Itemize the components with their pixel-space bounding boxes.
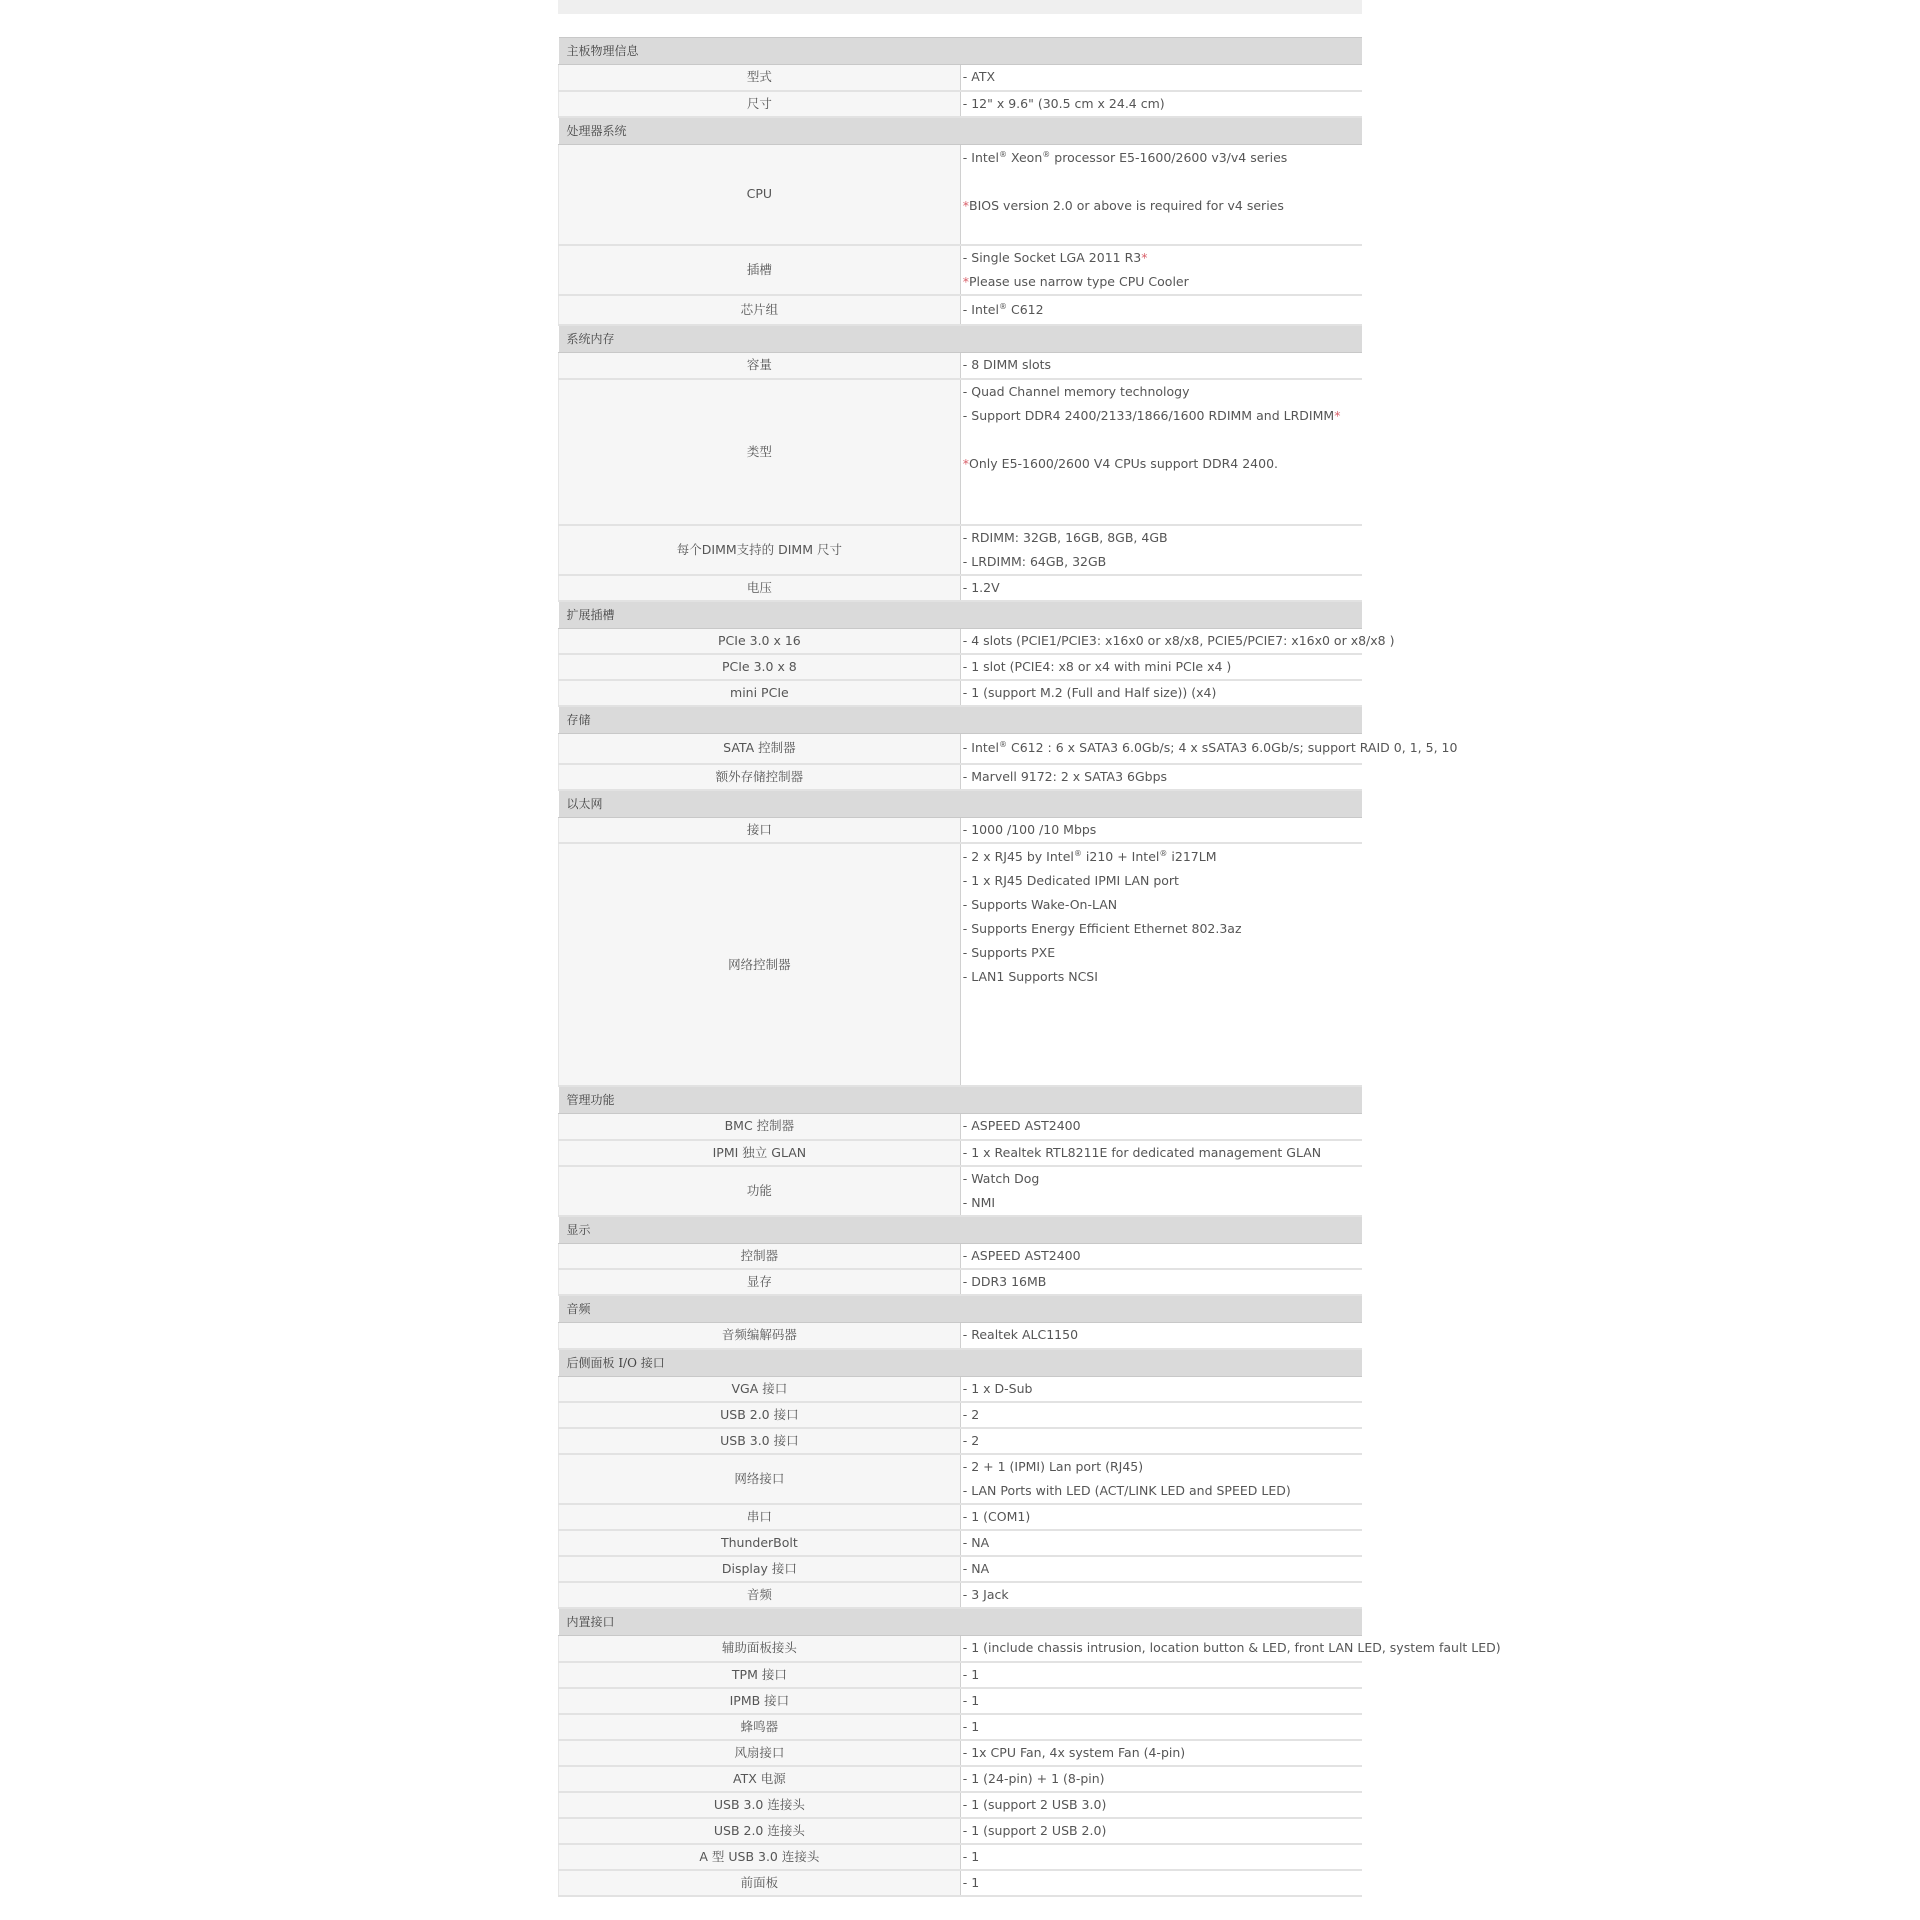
spec-value-line: - DDR3 16MB: [962, 1274, 1047, 1289]
spec-value: [960, 654, 1362, 680]
spec-value: [960, 1582, 1362, 1608]
spec-row: [559, 144, 1363, 245]
section-header: [559, 325, 1363, 353]
spec-value: [960, 1556, 1362, 1582]
spec-row: [559, 1269, 1363, 1295]
spec-value-line: - Realtek ALC1150: [962, 1327, 1079, 1343]
spec-row: [559, 1870, 1363, 1896]
spec-label: 容量: [559, 353, 961, 379]
spec-row: [559, 628, 1363, 654]
spec-value: [960, 734, 1458, 764]
spec-label: mini PCIe: [559, 680, 961, 706]
spec-value: [960, 1714, 1362, 1740]
spec-label: TPM 接口: [559, 1662, 961, 1688]
spec-value-line: - ATX: [962, 69, 996, 85]
spec-value-line: - 1 (support 2 USB 3.0): [962, 1796, 1107, 1812]
spec-value: [960, 525, 1362, 575]
spec-row: [559, 1504, 1363, 1530]
spec-label: 辅助面板接头: [559, 1636, 961, 1662]
spec-value-line: - 1 (include chassis intrusion, location button & LED, front LAN LED, system fault LED): [962, 1640, 1501, 1656]
spec-value-line: [963, 428, 1362, 452]
spec-value-line: - 1 (support 2 USB 2.0): [962, 1822, 1107, 1838]
spec-label: PCIe 3.0 x 16: [559, 628, 961, 654]
spec-value-line: - 1x CPU Fan, 4x system Fan (4-pin): [962, 1744, 1186, 1760]
spec-label: IPMI 独立 GLAN: [559, 1140, 961, 1166]
registered-mark: ®: [998, 150, 1007, 160]
footnote-asterisk: *: [962, 274, 969, 289]
spec-value-line: - Intel® C612: [962, 301, 1044, 317]
spec-label: A 型 USB 3.0 连接头: [559, 1844, 961, 1870]
spec-label: 蜂鸣器: [559, 1714, 961, 1740]
spec-label: ThunderBolt: [559, 1530, 961, 1556]
spec-value-line: - Watch Dog: [962, 1170, 1040, 1186]
spec-value: [960, 295, 1362, 325]
spec-label: 电压: [559, 575, 961, 601]
spec-value-line: - 2 x RJ45 by Intel® i210 + Intel® i217LM: [962, 848, 1217, 864]
spec-value: [960, 1140, 1362, 1166]
section-header: [559, 1608, 1363, 1636]
spec-value: [960, 1688, 1362, 1714]
spec-value: [960, 1818, 1362, 1844]
spec-label: PCIe 3.0 x 8: [559, 654, 961, 680]
spec-value-line: [963, 500, 1362, 524]
spec-value-line: - NMI: [962, 1194, 996, 1210]
spec-value-line: [963, 1061, 1362, 1085]
spec-value-line: - 2 + 1 (IPMI) Lan port (RJ45): [962, 1459, 1144, 1474]
spec-value-line: *BIOS version 2.0 or above is required for v4 series: [962, 198, 1284, 214]
section-title: 扩展插槽: [559, 601, 1363, 629]
spec-value-line: - 1 slot (PCIE4: x8 or x4 with mini PCIe x4 ): [962, 659, 1232, 674]
spec-value-line: [963, 1013, 1362, 1037]
spec-label: 音频编解码器: [559, 1323, 961, 1349]
footnote-asterisk: *: [962, 455, 969, 471]
section-title: 音频: [559, 1295, 1363, 1323]
spec-value: [960, 144, 1362, 245]
spec-row: [559, 1714, 1363, 1740]
spec-value-line: *Only E5-1600/2600 V4 CPUs support DDR4 2400.: [962, 455, 1279, 471]
spec-value: [960, 817, 1362, 843]
section-header: [559, 117, 1363, 145]
section-title: 存储: [559, 706, 1363, 734]
spec-value: [960, 1376, 1362, 1402]
spec-row: [559, 734, 1363, 764]
spec-value-line: - 1: [962, 1874, 980, 1890]
spec-label: 网络控制器: [559, 843, 961, 1086]
spec-value: [960, 680, 1362, 706]
spec-value-line: - 8 DIMM slots: [962, 357, 1052, 373]
spec-value: [960, 843, 1362, 1086]
section-header: [559, 38, 1363, 65]
spec-value: [960, 1844, 1362, 1870]
spec-row: [559, 843, 1363, 1086]
spec-row: [559, 1636, 1363, 1662]
section-header: [559, 1295, 1363, 1323]
section-title: 显示: [559, 1216, 1363, 1244]
spec-row: [559, 1243, 1363, 1269]
spec-value: [960, 1792, 1362, 1818]
spec-value: [960, 1323, 1362, 1349]
spec-label: CPU: [559, 144, 961, 245]
registered-mark: ®: [1159, 848, 1168, 858]
spec-value-line: - 1: [962, 1692, 980, 1708]
spec-value-line: - 2: [962, 1407, 980, 1422]
spec-label: 风扇接口: [559, 1740, 961, 1766]
spec-label: BMC 控制器: [559, 1114, 961, 1140]
spec-value: [960, 1636, 1501, 1662]
spec-row: [559, 1114, 1363, 1140]
spec-row: [559, 525, 1363, 575]
spec-row: [559, 1323, 1363, 1349]
spec-label: 网络接口: [559, 1454, 961, 1504]
spec-value: [960, 1428, 1362, 1454]
spec-value: [960, 1114, 1362, 1140]
spec-value-line: - Intel® Xeon® processor E5-1600/2600 v3/v4 series: [962, 150, 1288, 166]
section-header: [559, 601, 1363, 629]
spec-value-line: - 1 (support M.2 (Full and Half size)) (x4): [962, 685, 1217, 700]
spec-value-line: - NA: [962, 1561, 990, 1576]
spec-label: Display 接口: [559, 1556, 961, 1582]
spec-row: [559, 680, 1363, 706]
spec-value-line: - 1 x RJ45 Dedicated IPMI LAN port: [962, 872, 1179, 888]
spec-label: 控制器: [559, 1243, 961, 1269]
spec-value: [960, 628, 1395, 654]
spec-value-line: [963, 218, 1362, 242]
spec-value: [960, 1269, 1362, 1295]
spec-value: [960, 245, 1362, 295]
spec-value: [960, 1870, 1362, 1896]
spec-label: 音频: [559, 1582, 961, 1608]
spec-label: 型式: [559, 65, 961, 91]
spec-value-line: - Support DDR4 2400/2133/1866/1600 RDIMM and LRDIMM*: [962, 407, 1341, 423]
spec-value-line: - 12" x 9.6" (30.5 cm x 24.4 cm): [962, 95, 1165, 111]
footnote-asterisk: *: [1141, 250, 1148, 265]
spec-label: 每个DIMM支持的 DIMM 尺寸: [559, 525, 961, 575]
spec-row: [559, 1740, 1363, 1766]
spec-value-line: - Supports Energy Efficient Ethernet 802.3az: [962, 920, 1242, 936]
spec-value-line: [963, 476, 1362, 500]
spec-label: IPMB 接口: [559, 1688, 961, 1714]
spec-value-line: - 1 (24-pin) + 1 (8-pin): [962, 1770, 1105, 1786]
spec-label: 类型: [559, 379, 961, 525]
spec-label: VGA 接口: [559, 1376, 961, 1402]
spec-label: USB 2.0 接口: [559, 1402, 961, 1428]
spec-row: [559, 1792, 1363, 1818]
spec-row: [559, 1454, 1363, 1504]
spec-value-line: - Quad Channel memory technology: [962, 383, 1190, 399]
section-header: [559, 1349, 1363, 1377]
spec-value-line: *Please use narrow type CPU Cooler: [962, 274, 1189, 289]
spec-value-line: - 1: [962, 1848, 980, 1864]
registered-mark: ®: [998, 301, 1007, 311]
spec-value: [960, 764, 1362, 790]
spec-label: 额外存储控制器: [559, 764, 961, 790]
spec-label: USB 3.0 连接头: [559, 1792, 961, 1818]
spec-row: [559, 817, 1363, 843]
spec-value: [960, 1530, 1362, 1556]
spec-label: 插槽: [559, 245, 961, 295]
section-header: [559, 790, 1363, 818]
spec-label: 接口: [559, 817, 961, 843]
spec-label: 芯片组: [559, 295, 961, 325]
spec-value-line: [963, 989, 1362, 1013]
spec-value: [960, 1402, 1362, 1428]
spec-row: [559, 1530, 1363, 1556]
spec-row: [559, 1766, 1363, 1792]
spec-value-line: - 1 x D-Sub: [962, 1380, 1033, 1396]
spec-value-line: - Supports PXE: [962, 944, 1056, 960]
spec-value: [960, 65, 1362, 91]
spec-value-line: - NA: [962, 1535, 990, 1550]
top-banner-bar: [558, 0, 1362, 14]
spec-label: 前面板: [559, 1870, 961, 1896]
registered-mark: ®: [1073, 848, 1082, 858]
spec-value-line: - 1: [962, 1718, 980, 1734]
spec-value: [960, 1662, 1362, 1688]
spec-value: [960, 1166, 1362, 1216]
spec-label: USB 2.0 连接头: [559, 1818, 961, 1844]
spec-value: [960, 91, 1362, 117]
registered-mark: ®: [998, 740, 1007, 750]
footnote-asterisk: *: [1334, 407, 1341, 423]
spec-row: [559, 1166, 1363, 1216]
spec-value-line: [963, 1037, 1362, 1061]
spec-value-line: - Single Socket LGA 2011 R3*: [962, 250, 1148, 265]
spec-label: ATX 电源: [559, 1766, 961, 1792]
spec-row: [559, 91, 1363, 117]
section-header: [559, 1216, 1363, 1244]
spec-value-line: [963, 170, 1362, 194]
spec-label: USB 3.0 接口: [559, 1428, 961, 1454]
spec-row: [559, 764, 1363, 790]
spec-row: [559, 1556, 1363, 1582]
spec-value-line: - Supports Wake-On-LAN: [962, 896, 1118, 912]
section-header: [559, 1086, 1363, 1114]
section-title: 处理器系统: [559, 117, 1363, 145]
spec-value-line: - ASPEED AST2400: [962, 1247, 1081, 1263]
spec-row: [559, 1402, 1363, 1428]
spec-value-line: - 1000 /100 /10 Mbps: [962, 821, 1097, 837]
spec-value: [960, 1243, 1362, 1269]
spec-value-line: - Intel® C612 : 6 x SATA3 6.0Gb/s; 4 x sSATA3 6.0Gb/s; support RAID 0, 1, 5, 10: [962, 740, 1458, 756]
spec-row: [559, 575, 1363, 601]
spec-value-line: - LAN1 Supports NCSI: [962, 968, 1098, 984]
section-header: [559, 706, 1363, 734]
spec-value-line: - 1 (COM1): [962, 1509, 1031, 1524]
spec-row: [559, 1582, 1363, 1608]
spec-row: [559, 295, 1363, 325]
spec-value-line: - RDIMM: 32GB, 16GB, 8GB, 4GB: [962, 529, 1168, 545]
section-title: 后侧面板 I/O 接口: [559, 1349, 1363, 1377]
spec-value-line: - 3 Jack: [962, 1587, 1009, 1602]
section-title: 以太网: [559, 790, 1363, 818]
spec-value-line: - LAN Ports with LED (ACT/LINK LED and SPEED LED): [962, 1483, 1291, 1498]
spec-value: [960, 1504, 1362, 1530]
spec-value-line: - ASPEED AST2400: [962, 1118, 1081, 1134]
footnote-asterisk: *: [962, 198, 969, 214]
spec-value: [960, 379, 1362, 525]
spec-value: [960, 575, 1362, 601]
spec-value-line: - 2: [962, 1433, 980, 1448]
spec-row: [559, 654, 1363, 680]
spec-value: [960, 1454, 1362, 1504]
registered-mark: ®: [1042, 150, 1051, 160]
spec-row: [559, 1662, 1363, 1688]
spec-row: [559, 1376, 1363, 1402]
spec-label: 功能: [559, 1166, 961, 1216]
section-title: 主板物理信息: [559, 38, 1363, 65]
spec-row: [559, 1818, 1363, 1844]
section-title: 系统内存: [559, 325, 1363, 353]
spec-value: [960, 1766, 1362, 1792]
spec-label: 显存: [559, 1269, 961, 1295]
spec-row: [559, 1844, 1363, 1870]
spec-row: [559, 353, 1363, 379]
spec-value-line: - LRDIMM: 64GB, 32GB: [962, 553, 1107, 569]
spec-row: [559, 65, 1363, 91]
spec-value: [960, 1740, 1362, 1766]
spec-row: [559, 1428, 1363, 1454]
spec-value-line: - Marvell 9172: 2 x SATA3 6Gbps: [962, 768, 1168, 784]
spec-row: [559, 379, 1363, 525]
section-title: 管理功能: [559, 1086, 1363, 1114]
spec-row: [559, 1688, 1363, 1714]
spec-label: 尺寸: [559, 91, 961, 117]
spec-label: SATA 控制器: [559, 734, 961, 764]
spec-value-line: - 1.2V: [962, 579, 1000, 595]
spec-value: [960, 353, 1362, 379]
spec-value-line: - 1 x Realtek RTL8211E for dedicated management GLAN: [962, 1144, 1322, 1160]
spec-row: [559, 1140, 1363, 1166]
spec-row: [559, 245, 1363, 295]
spec-value-line: - 1: [962, 1666, 980, 1682]
section-title: 内置接口: [559, 1608, 1363, 1636]
spec-table: [558, 37, 1501, 1897]
spec-label: 串口: [559, 1504, 961, 1530]
spec-value-line: - 4 slots (PCIE1/PCIE3: x16x0 or x8/x8, PCIE5/PCIE7: x16x0 or x8/x8 ): [962, 632, 1395, 648]
